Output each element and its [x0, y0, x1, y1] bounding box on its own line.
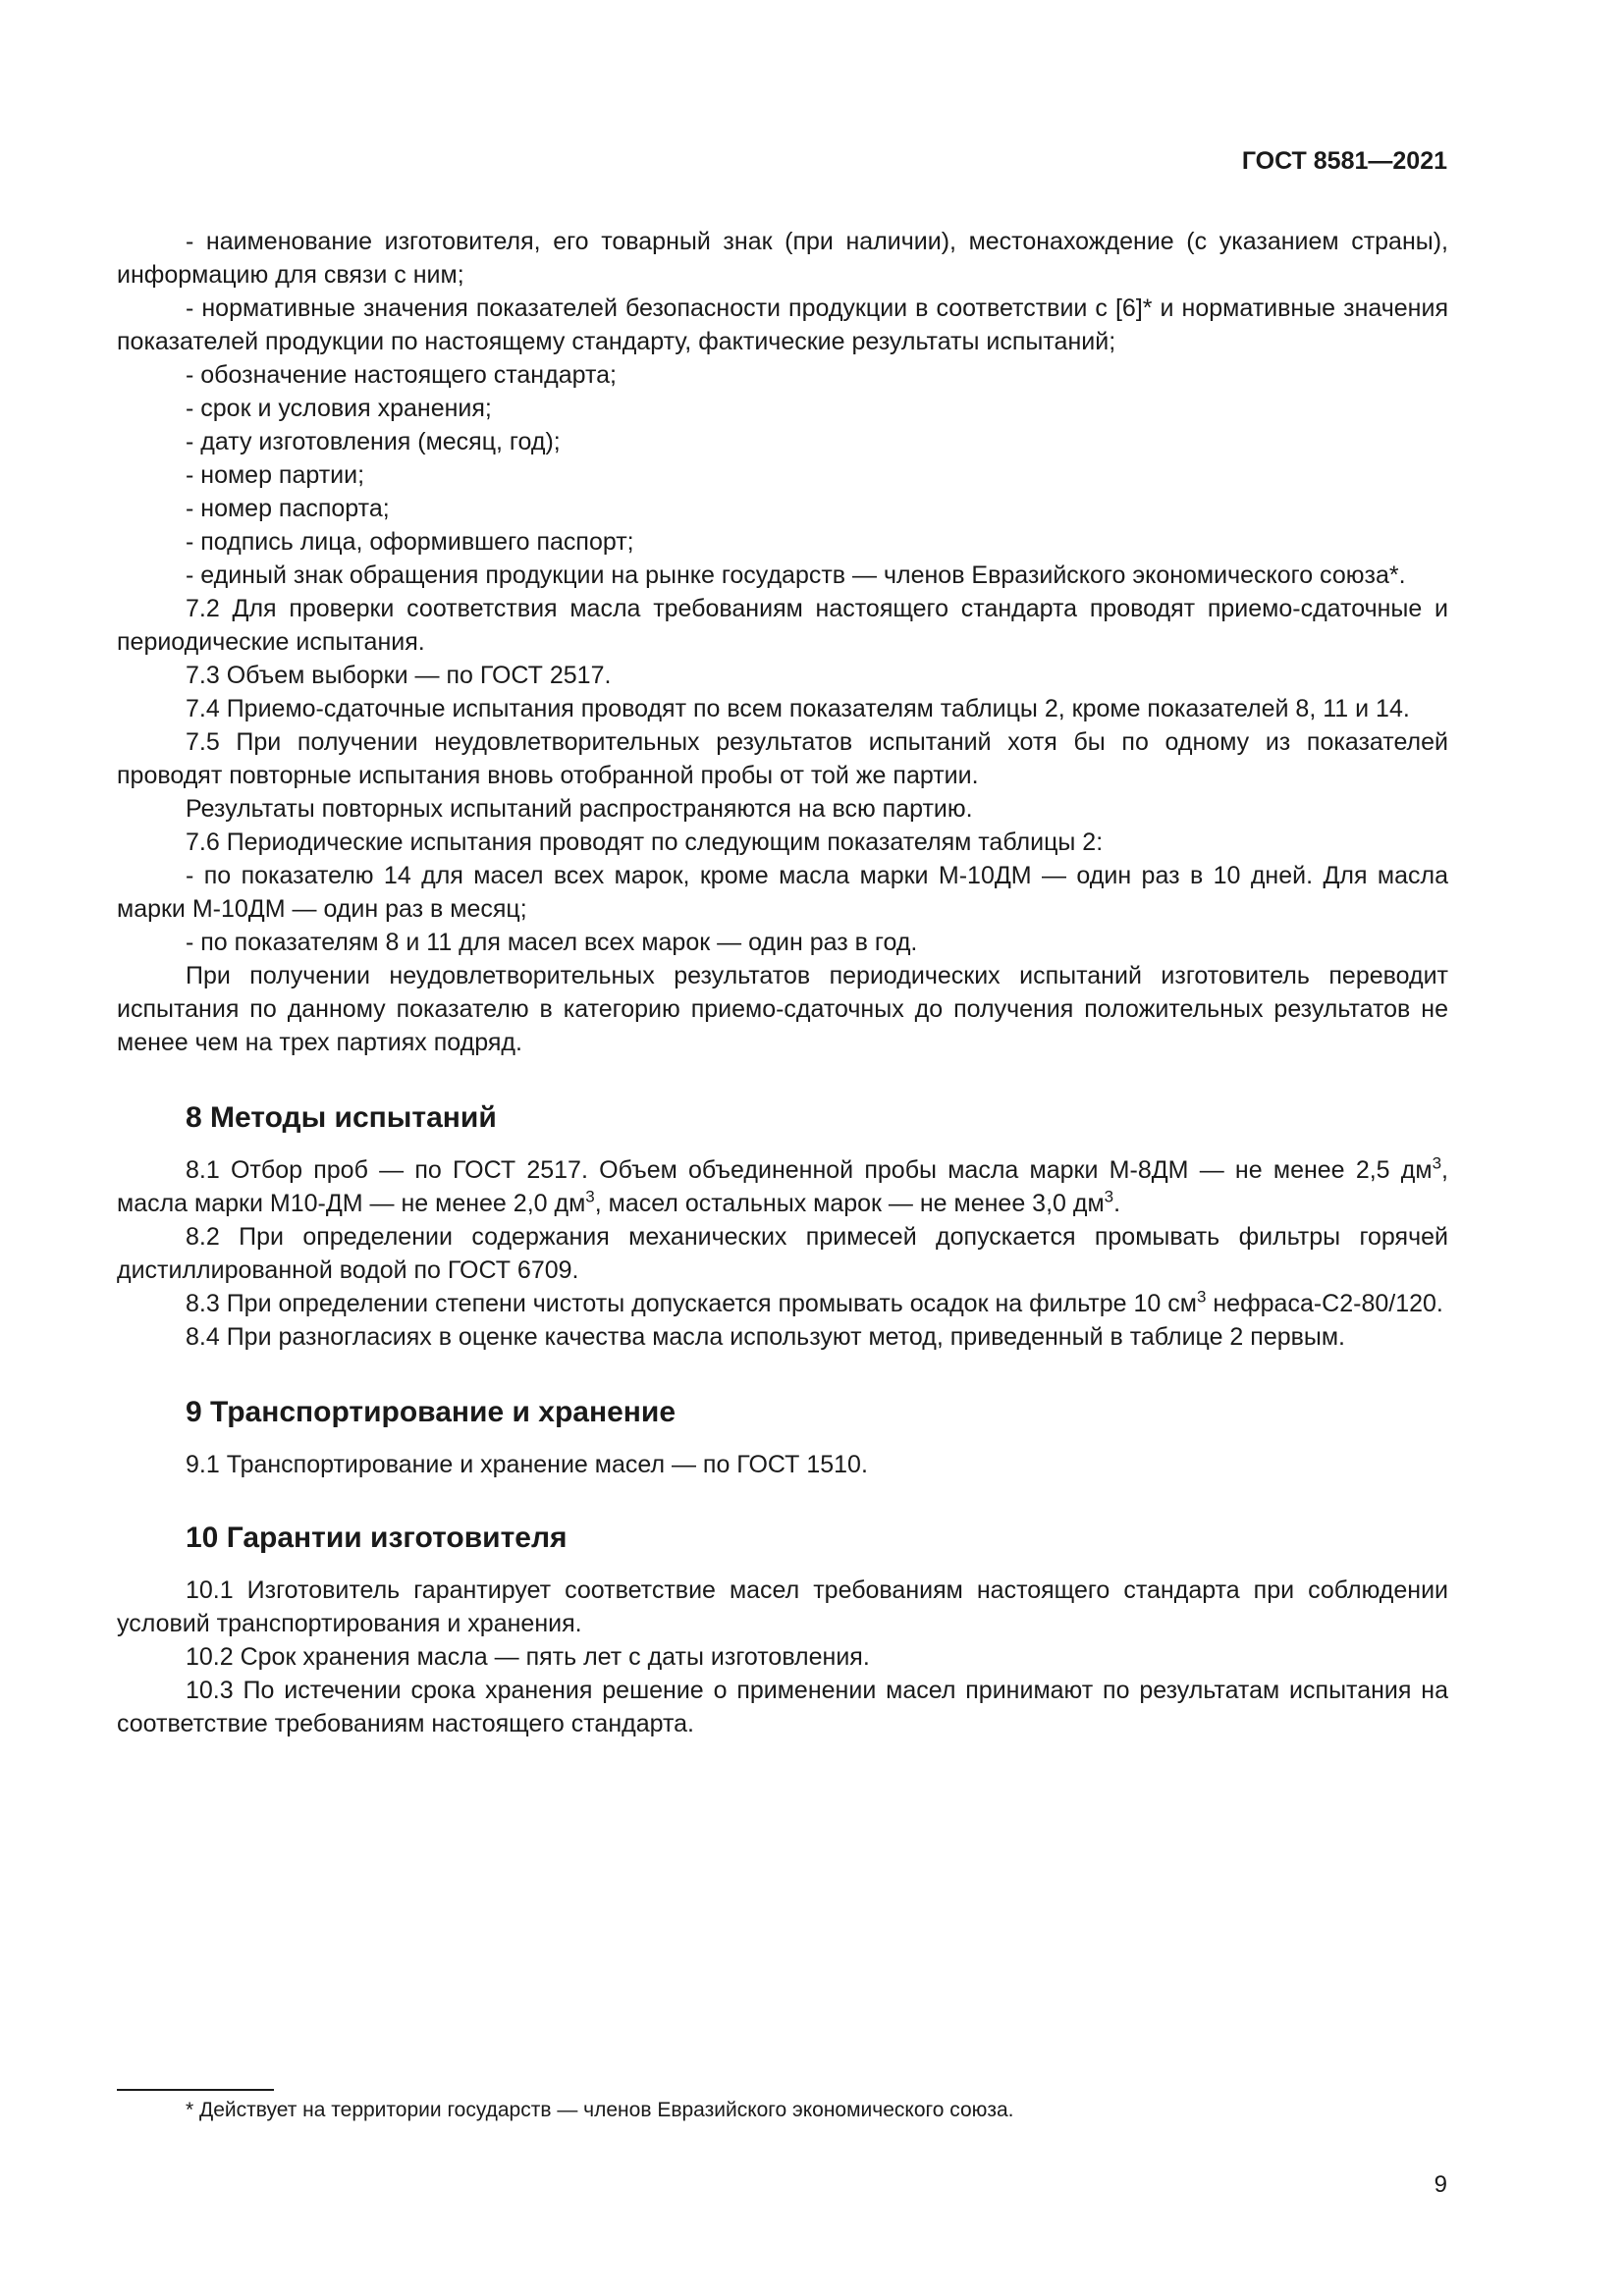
list-item: - дату изготовления (месяц, год); — [186, 428, 561, 455]
paragraph-9-1: 9.1 Транспортирование и хранение масел — по ГОСТ 1510. — [186, 1451, 868, 1478]
section-heading-10: 10 Гарантии изготовителя — [186, 1522, 568, 1554]
list-item: - единый знак обращения продукции на рынке государств — членов Евразийского экономического союза*. — [186, 561, 1406, 589]
paragraph-10-3: 10.3 По истечении срока хранения решение о применении масел принимают по результатам испытания на соответствие требованиям настоящего стандарта. — [117, 1677, 1448, 1737]
superscript: 3 — [1196, 1287, 1207, 1307]
paragraph-7-6: 7.6 Периодические испытания проводят по следующим показателям таблицы 2: — [186, 828, 1104, 856]
footnote: * Действует на территории государств — членов Евразийского экономического союза. — [186, 2099, 1014, 2121]
paragraph-10-1: 10.1 Изготовитель гарантирует соответствие масел требованиям настоящего стандарта при соблюдении условий транспортирования и хранения. — [117, 1576, 1448, 1637]
document-code: ГОСТ 8581—2021 — [1241, 147, 1447, 175]
paragraph-7-6-note: При получении неудовлетворительных результатов периодических испытаний изготовитель переводит испытания по данному показателю в категорию приемо-сдаточных до получения положительных результатов не менее чем на трех партиях подряд. — [117, 962, 1448, 1056]
paragraph-8-1 — [117, 1153, 1448, 1220]
list-item: - номер партии; — [186, 461, 365, 489]
superscript: 3 — [585, 1187, 595, 1206]
list-item: - подпись лица, оформившего паспорт; — [186, 528, 634, 556]
paragraph-10-2: 10.2 Срок хранения масла — пять лет с даты изготовления. — [186, 1643, 870, 1671]
superscript: 3 — [1104, 1187, 1114, 1206]
list-item: - наименование изготовителя, его товарный знак (при наличии), местонахождение (с указанием страны), информацию для связи с ним; — [117, 228, 1448, 289]
footnote-divider — [117, 2089, 274, 2091]
paragraph-8-3 — [117, 1287, 1448, 1320]
paragraph-7-5: 7.5 При получении неудовлетворительных результатов испытаний хотя бы по одному из показателей проводят повторные испытания вновь отобранной пробы от той же партии. — [117, 728, 1448, 789]
section-heading-9: 9 Транспортирование и хранение — [186, 1396, 677, 1428]
text-run: 8.1 Отбор проб — по ГОСТ 2517. Объем объединенной пробы масла марки М-8ДМ — не менее 2,5 дм — [186, 1156, 1433, 1184]
paragraph-7-5-result: Результаты повторных испытаний распространяются на всю партию. — [186, 795, 973, 823]
paragraph-7-6-item-a: - по показателю 14 для масел всех марок, кроме масла марки М-10ДМ — один раз в 10 дней. Для масла марки М-10ДМ — один раз в месяц; — [117, 862, 1448, 923]
superscript: 3 — [1432, 1153, 1442, 1173]
list-item: - срок и условия хранения; — [186, 395, 492, 422]
paragraph-7-3: 7.3 Объем выборки — по ГОСТ 2517. — [186, 662, 612, 689]
paragraph-7-2: 7.2 Для проверки соответствия масла требованиям настоящего стандарта проводят приемо-сдаточные и периодические испытания. — [117, 595, 1448, 656]
text-run: , масел остальных марок — не менее 3,0 дм — [594, 1190, 1105, 1217]
page-number: 9 — [1434, 2171, 1447, 2198]
paragraph-8-2: 8.2 При определении содержания механических примесей допускается промывать фильтры горячей дистиллированной водой по ГОСТ 6709. — [117, 1223, 1448, 1284]
text-run: , масла марки М10-ДМ — не менее 2,0 дм — [117, 1156, 1448, 1217]
text-run: . — [1113, 1190, 1121, 1217]
paragraph-8-4: 8.4 При разногласиях в оценке качества масла используют метод, приведенный в таблице 2 первым. — [186, 1323, 1346, 1351]
paragraph-7-6-item-b: - по показателям 8 и 11 для масел всех марок — один раз в год. — [186, 929, 918, 956]
section-heading-8: 8 Методы испытаний — [186, 1101, 497, 1134]
text-run: 8.3 При определении степени чистоты допускается промывать осадок на фильтре 10 см — [186, 1290, 1197, 1317]
list-item: - нормативные значения показателей безопасности продукции в соответствии с [6]* и нормативные значения показателей продукции по настоящему стандарту, фактические результаты испытаний; — [117, 294, 1448, 355]
list-item: - обозначение настоящего стандарта; — [186, 361, 617, 389]
paragraph-7-4: 7.4 Приемо-сдаточные испытания проводят по всем показателям таблицы 2, кроме показателей 8, 11 и 14. — [186, 695, 1410, 722]
list-item: - номер паспорта; — [186, 495, 390, 522]
text-run: нефраса-С2-80/120. — [1206, 1290, 1443, 1317]
document-body — [117, 225, 1448, 1740]
